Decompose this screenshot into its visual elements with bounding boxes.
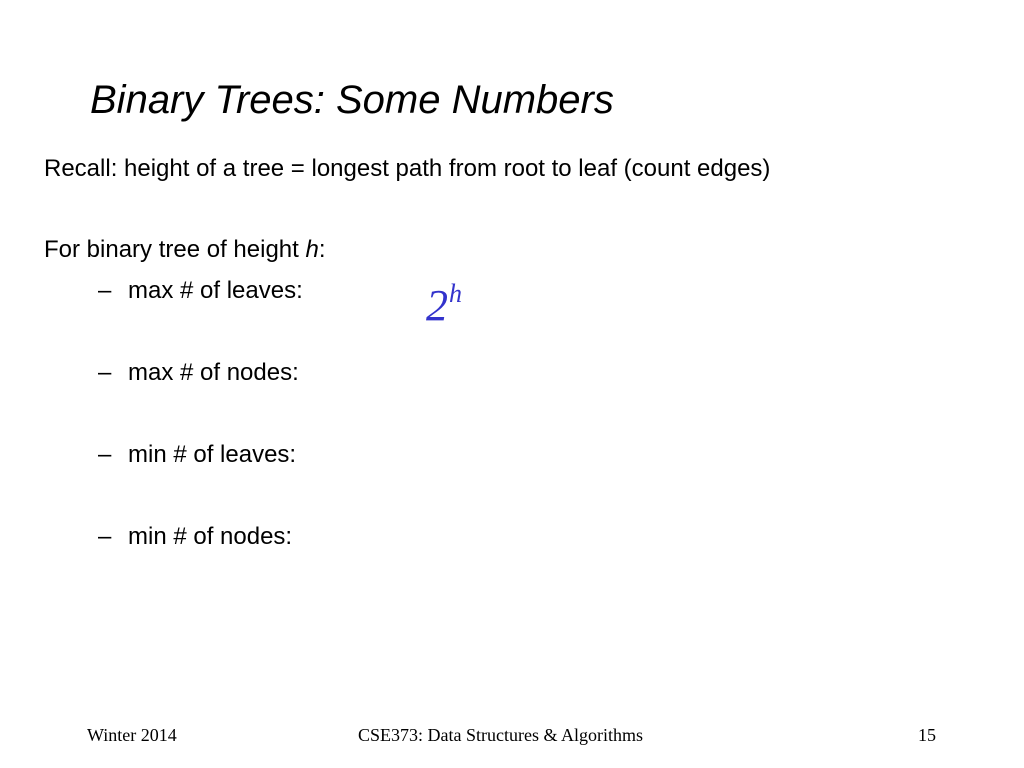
recall-text: Recall: height of a tree = longest path from root to leaf (count edges): [44, 155, 771, 182]
bullet-min-nodes: [98, 522, 292, 552]
slide-title: Binary Trees: Some Numbers: [90, 78, 614, 122]
bullet-label: max # of leaves:: [128, 277, 303, 304]
bullet-label: max # of nodes:: [128, 359, 299, 386]
bullet-dash: –: [98, 359, 112, 386]
answer-exponent: h: [449, 279, 462, 308]
footer-course: CSE373: Data Structures & Algorithms: [358, 725, 643, 745]
bullet-dash: –: [98, 441, 112, 468]
footer-page-number: 15: [918, 725, 936, 745]
bullet-max-nodes: [98, 358, 299, 388]
bullet-label: min # of nodes:: [128, 523, 293, 550]
bullet-dash: –: [98, 277, 112, 304]
answer-base: 2: [426, 281, 448, 330]
bullet-dash: –: [98, 523, 112, 550]
height-line-prefix: For binary tree of height: [44, 236, 306, 263]
bullet-label: min # of leaves:: [128, 441, 297, 468]
footer-term: Winter 2014: [87, 725, 177, 745]
height-variable: h: [305, 236, 319, 263]
bullet-min-leaves: [98, 440, 296, 470]
height-line-suffix: :: [318, 236, 326, 263]
max-leaves-answer: [426, 278, 462, 340]
bullet-max-leaves: [98, 276, 303, 306]
binary-tree-height-line: [44, 235, 326, 265]
